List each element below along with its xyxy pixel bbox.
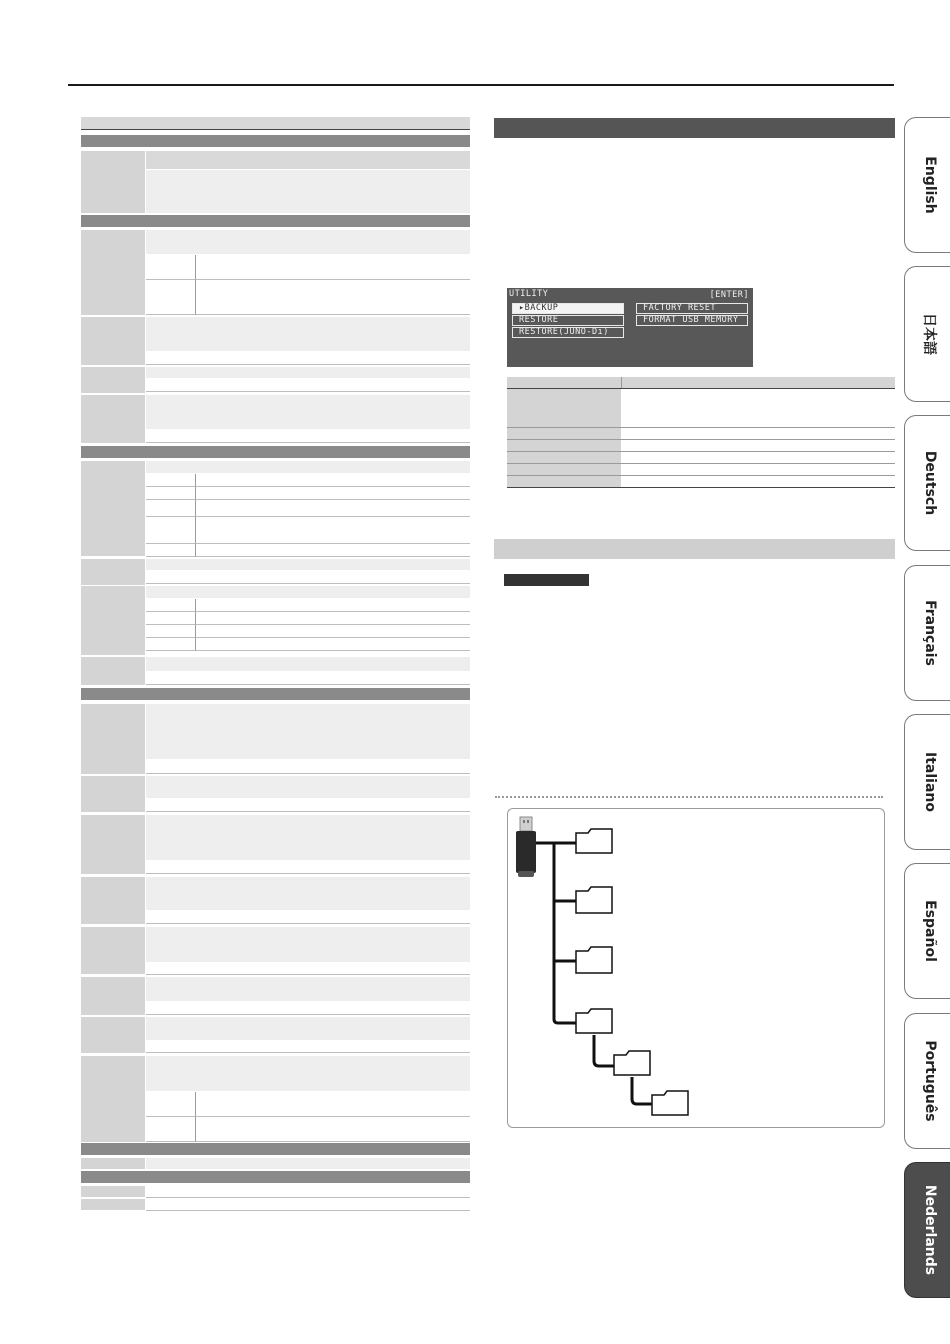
param-range <box>146 760 470 774</box>
param-label <box>81 1186 145 1197</box>
param-desc <box>146 151 470 169</box>
param-label <box>81 1056 145 1142</box>
value-desc <box>196 500 470 517</box>
value-desc <box>196 638 470 651</box>
value-desc <box>196 255 470 280</box>
param-desc <box>146 559 470 570</box>
param-desc <box>146 657 470 671</box>
value-cell <box>146 517 196 544</box>
table-section <box>81 446 470 458</box>
param-range <box>146 1199 470 1211</box>
tab-english[interactable] <box>904 117 950 253</box>
menu-item-label: RESTORE(JUNO-Di) <box>519 327 609 337</box>
tab-label: English <box>921 156 938 214</box>
menu-item-restore[interactable] <box>512 315 624 326</box>
tab-deutsch[interactable] <box>904 415 950 551</box>
menu-item-format-usb-memory[interactable] <box>636 315 748 326</box>
param-label <box>81 317 145 365</box>
param-desc <box>146 586 470 598</box>
tab-francais[interactable] <box>904 565 950 701</box>
usb-folder-diagram <box>507 808 885 1128</box>
param-desc <box>146 815 470 860</box>
value-cell <box>146 599 196 612</box>
menu-item-label: BACKUP <box>524 303 559 313</box>
param-label <box>81 776 145 812</box>
table-header <box>81 117 470 129</box>
param-label <box>81 1158 145 1169</box>
tab-label: Français <box>921 600 938 666</box>
value-desc <box>196 280 470 315</box>
menu-item-factory-reset[interactable] <box>636 303 748 314</box>
param-desc <box>146 367 470 378</box>
tab-label: 日本語 <box>920 313 937 355</box>
selected-arrow-icon: ▸ <box>519 303 525 313</box>
param-label <box>81 1199 145 1210</box>
dotted-separator <box>495 796 883 798</box>
param-desc <box>146 927 470 962</box>
param-desc <box>146 1017 470 1040</box>
param-label <box>81 395 145 443</box>
param-desc <box>146 1056 470 1091</box>
table-row <box>507 464 895 476</box>
param-label <box>81 461 145 556</box>
tab-label: Português <box>921 1040 938 1122</box>
table-section <box>81 688 470 700</box>
utility-screen <box>507 288 753 367</box>
table-section <box>81 135 470 147</box>
param-desc <box>146 1158 470 1169</box>
param-range <box>146 379 470 392</box>
table-row <box>507 428 895 440</box>
param-desc <box>146 776 470 798</box>
param-desc <box>146 395 470 429</box>
usb-stick-icon <box>516 817 536 877</box>
value-cell <box>146 612 196 625</box>
param-label <box>81 1017 145 1053</box>
param-label <box>81 657 145 685</box>
table-row <box>507 389 895 428</box>
param-label <box>81 151 145 213</box>
tab-italiano[interactable] <box>904 714 950 850</box>
value-cell <box>146 500 196 517</box>
param-desc <box>146 170 470 213</box>
table-section <box>81 215 470 227</box>
table-section <box>81 1143 470 1155</box>
table-section <box>81 1171 470 1183</box>
top-rule <box>68 84 894 86</box>
tab-japanese[interactable] <box>904 266 950 402</box>
tab-label: Español <box>921 900 938 962</box>
value-cell <box>146 638 196 651</box>
param-desc <box>146 461 470 473</box>
menu-item-label: RESTORE <box>519 315 559 325</box>
value-desc <box>196 599 470 612</box>
param-range <box>146 430 470 443</box>
value-cell <box>146 1117 196 1142</box>
value-cell <box>146 487 196 500</box>
tab-portugues[interactable] <box>904 1013 950 1149</box>
param-label <box>81 815 145 874</box>
value-cell <box>146 1092 196 1117</box>
param-desc <box>146 977 470 1001</box>
param-range <box>146 1002 470 1015</box>
utility-table-header <box>507 377 895 389</box>
value-desc <box>196 1092 470 1117</box>
value-cell <box>146 255 196 280</box>
param-label <box>81 559 145 585</box>
param-range <box>146 911 470 924</box>
value-desc <box>196 517 470 544</box>
param-label <box>81 367 145 393</box>
menu-item-label: FORMAT USB MEMORY <box>643 315 739 325</box>
param-range <box>146 799 470 812</box>
param-desc <box>146 704 470 759</box>
screen-enter-label: [ENTER] <box>709 290 749 300</box>
param-range <box>146 672 470 685</box>
param-label <box>81 230 145 315</box>
value-desc <box>196 1117 470 1142</box>
table-row <box>507 476 895 488</box>
param-label <box>81 704 145 774</box>
param-range <box>146 1186 470 1198</box>
param-label <box>81 977 145 1015</box>
menu-item-label: FACTORY RESET <box>643 303 717 313</box>
tab-espanol[interactable] <box>904 863 950 999</box>
param-label <box>81 927 145 974</box>
tab-label: Nederlands <box>921 1184 938 1276</box>
value-desc <box>196 544 470 557</box>
note-badge <box>504 574 589 586</box>
param-desc <box>146 877 470 910</box>
param-desc <box>146 230 470 254</box>
value-desc <box>196 487 470 500</box>
tab-label: Italiano <box>921 752 938 812</box>
param-label <box>81 586 145 655</box>
table-row <box>507 440 895 452</box>
table-row <box>507 452 895 464</box>
param-range <box>146 861 470 874</box>
value-cell <box>146 625 196 638</box>
param-range <box>146 571 470 584</box>
tab-label: Deutsch <box>921 450 938 516</box>
section-header-backup <box>494 539 895 559</box>
value-cell <box>146 280 196 315</box>
value-desc <box>196 474 470 487</box>
param-range <box>146 963 470 975</box>
screen-title: UTILITY <box>509 289 549 299</box>
value-cell <box>146 474 196 487</box>
menu-item-restore-juno-di[interactable] <box>512 327 624 338</box>
section-header-utility <box>494 118 895 138</box>
value-desc <box>196 625 470 638</box>
tab-nederlands[interactable] <box>904 1162 950 1298</box>
folder-tree <box>508 809 884 1127</box>
folder-icon <box>576 829 688 1115</box>
param-label <box>81 877 145 924</box>
value-desc <box>196 612 470 625</box>
menu-item-backup[interactable] <box>512 303 624 314</box>
param-desc <box>146 317 470 351</box>
value-cell <box>146 544 196 557</box>
param-range <box>146 1041 470 1053</box>
param-range <box>146 352 470 365</box>
